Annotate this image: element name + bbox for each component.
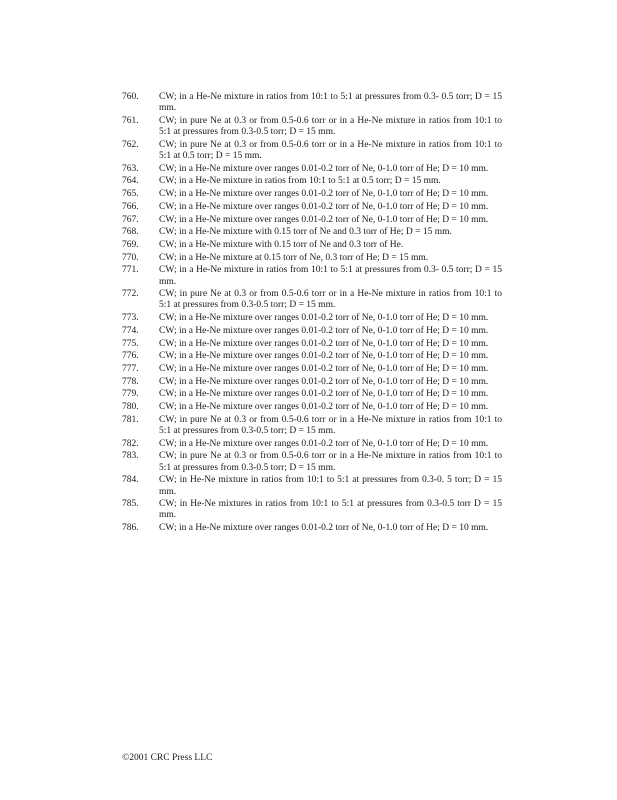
footnote-item (122, 189, 502, 200)
footnote-item (122, 92, 502, 114)
copyright-footer: ©2001 CRC Press LLC (122, 753, 213, 763)
footnote-item (122, 116, 502, 138)
footnote-number: 762. (122, 139, 139, 150)
footnote-number: 765. (122, 189, 139, 200)
footnote-item (122, 364, 502, 375)
footnote-item (122, 289, 502, 311)
footnote-text: CW; in a He-Ne mixture over ranges 0.01-0.2 torr of Ne, 0-1.0 torr of He; D = 10 mm. (159, 402, 489, 413)
footnote-number: 772. (122, 289, 139, 300)
footnote-text: CW; in a He-Ne mixture over ranges 0.01-0.2 torr of Ne, 0-1.0 torr of He; D = 10 mm. (159, 351, 489, 362)
footnote-number: 770. (122, 252, 139, 263)
footnote-text: CW; in a He-Ne mixture with 0.15 torr of Ne and 0.3 torr of He; D = 15 mm. (159, 227, 452, 238)
footnote-item (122, 475, 502, 497)
footnote-number: 766. (122, 201, 139, 212)
footnote-text: CW; in a He-Ne mixture over ranges 0.01-0.2 torr of Ne, 0-1.0 torr of He; D = 10 mm. (159, 325, 489, 336)
footnote-number: 773. (122, 313, 139, 324)
footnote-text: CW; in a He-Ne mixture over ranges 0.01-0.2 torr of Ne, 0-1.0 torr of He; D = 10 mm. (159, 363, 489, 374)
footnote-item (122, 523, 502, 534)
footnote-text: CW; in a He-Ne mixture over ranges 0.01-0.2 torr of Ne, 0-1.0 torr of He; D = 10 mm. (159, 163, 489, 174)
footnote-text: CW; in pure Ne at 0.3 or from 0.5-0.6 torr or in a He-Ne mixture in ratios from 10:1 to 5:1 at pressures from 0.3-0.5 torr; D = 15 mm. (159, 451, 502, 473)
footnote-number: 767. (122, 214, 139, 225)
footnote-text: CW; in a He-Ne mixture over ranges 0.01-0.2 torr of Ne, 0-1.0 torr of He; D = 10 mm. (159, 438, 489, 449)
footnote-text: CW; in a He-Ne mixture over ranges 0.01-0.2 torr of Ne, 0-1.0 torr of He; D = 10 mm. (159, 189, 489, 200)
footnote-text: CW; in He-Ne mixture in ratios from 10:1 to 5:1 at pressures from 0.3-0. 5 torr; D = 15 mm. (159, 475, 502, 497)
footnote-text: CW; in a He-Ne mixture over ranges 0.01-0.2 torr of Ne, 0-1.0 torr of He; D = 10 mm. (159, 214, 489, 225)
footnote-text: CW; in pure Ne at 0.3 or from 0.5-0.6 torr or in a He-Ne mixture in ratios from 10:1 to 5:1 at pressures from 0.3-0.5 torr; D = 15 mm. (159, 115, 502, 138)
footnote-item (122, 227, 502, 238)
footnote-number: 781. (122, 414, 139, 425)
footnote-text: CW; in a He-Ne mixture in ratios from 10:1 to 5:1 at 0.5 torr; D = 15 mm. (159, 176, 441, 187)
footnote-number: 782. (122, 438, 139, 449)
footnote-item (122, 215, 502, 226)
footnote-text: CW; in a He-Ne mixture with 0.15 torr of Ne and 0.3 torr of He. (159, 239, 404, 250)
footnote-item (122, 253, 502, 264)
footnote-item (122, 499, 502, 521)
footnote-number: 776. (122, 351, 139, 362)
footnote-item (122, 339, 502, 350)
footnote-number: 760. (122, 92, 139, 102)
footnote-number: 764. (122, 176, 139, 187)
footnote-text: CW; in a He-Ne mixture in ratios from 10:1 to 5:1 at pressures from 0.3- 0.5 torr; D = 15 mm. (159, 92, 502, 114)
footnote-text: CW; in pure Ne at 0.3 or from 0.5-0.6 torr or in a He-Ne mixture in ratios from 10:1 to 5:1 at pressures from 0.3-0.5 torr; D = 15 mm. (159, 414, 502, 436)
footnote-item (122, 202, 502, 213)
footnote-item (122, 415, 502, 437)
footnote-item (122, 402, 502, 413)
footnote-item (122, 164, 502, 175)
footnote-number: 761. (122, 115, 139, 126)
footnote-number: 768. (122, 227, 139, 238)
footnote-number: 775. (122, 338, 139, 349)
footnote-number: 783. (122, 451, 139, 462)
footnote-text: CW; in pure Ne at 0.3 or from 0.5-0.6 torr or in a He-Ne mixture in ratios from 10:1 to 5:1 at pressures from 0.3-0.5 torr; D = 15 mm. (159, 289, 502, 311)
footnote-text: CW; in He-Ne mixtures in ratios from 10:1 to 5:1 at pressures from 0.3-0.5 torr D = 15 mm. (159, 499, 502, 521)
footnote-number: 777. (122, 363, 139, 374)
footnote-text: CW; in a He-Ne mixture over ranges 0.01-0.2 torr of Ne, 0-1.0 torr of He; D = 10 mm. (159, 389, 489, 400)
footnote-number: 778. (122, 376, 139, 387)
footnote-item (122, 240, 502, 251)
footnote-number: 771. (122, 265, 139, 276)
footnote-number: 774. (122, 325, 139, 336)
footnote-number: 763. (122, 163, 139, 174)
footnote-text: CW; in a He-Ne mixture over ranges 0.01-0.2 torr of Ne, 0-1.0 torr of He; D = 10 mm. (159, 523, 489, 534)
footnote-number: 784. (122, 475, 139, 486)
footnote-item (122, 451, 502, 473)
footnote-item (122, 439, 502, 450)
footnote-text: CW; in a He-Ne mixture at 0.15 torr of Ne, 0.3 torr of He; D = 15 mm. (159, 252, 429, 263)
footnote-number: 779. (122, 389, 139, 400)
footnote-text: CW; in a He-Ne mixture in ratios from 10:1 to 5:1 at pressures from 0.3- 0.5 torr; D = 15 mm. (159, 265, 502, 287)
footnote-item (122, 176, 502, 187)
footnote-number: 780. (122, 402, 139, 413)
footnote-number: 785. (122, 499, 139, 510)
footnote-text: CW; in a He-Ne mixture over ranges 0.01-0.2 torr of Ne, 0-1.0 torr of He; D = 10 mm. (159, 376, 489, 387)
footnote-text: CW; in pure Ne at 0.3 or from 0.5-0.6 torr or in a He-Ne mixture in ratios from 10:1 to 5:1 at 0.5 torr; D = 15 mm. (159, 139, 502, 162)
footnote-list (122, 92, 502, 536)
footnote-number: 786. (122, 523, 139, 534)
footnote-text: CW; in a He-Ne mixture over ranges 0.01-0.2 torr of Ne, 0-1.0 torr of He; D = 10 mm. (159, 313, 489, 324)
footnote-item (122, 313, 502, 324)
footnote-text: CW; in a He-Ne mixture over ranges 0.01-0.2 torr of Ne, 0-1.0 torr of He; D = 10 mm. (159, 338, 489, 349)
footnote-item (122, 140, 502, 162)
footnote-item (122, 389, 502, 400)
footnote-item (122, 377, 502, 388)
footnote-item (122, 351, 502, 362)
footnote-number: 769. (122, 239, 139, 250)
footnote-text: CW; in a He-Ne mixture over ranges 0.01-0.2 torr of Ne, 0-1.0 torr of He; D = 10 mm. (159, 201, 489, 212)
footnote-item (122, 265, 502, 287)
footnote-item (122, 326, 502, 337)
